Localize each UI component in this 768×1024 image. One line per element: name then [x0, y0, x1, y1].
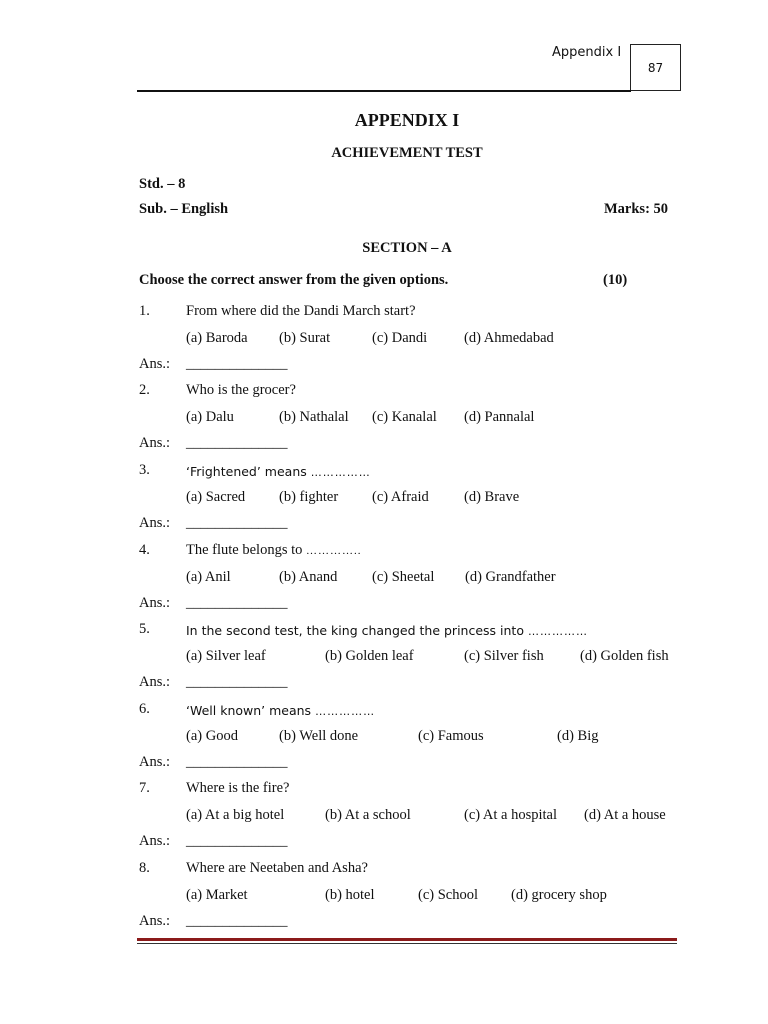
question-number: 8.: [139, 860, 150, 876]
answer-label: Ans.:: [139, 674, 171, 690]
answer-line[interactable]: ______________: [186, 356, 288, 372]
marks-label: Marks: 50: [604, 201, 669, 217]
question-stem: Where are Neetaben and Asha?: [186, 860, 368, 876]
instruction-text: Choose the correct answer from the given options.: [139, 272, 449, 288]
footer-rule: [137, 938, 677, 941]
option-c: (c) School: [418, 887, 478, 903]
question-text: [186, 303, 416, 320]
page-subtitle: ACHIEVEMENT TEST: [331, 145, 483, 161]
instruction-marks: (10): [603, 272, 628, 288]
answer-line[interactable]: ______________: [186, 674, 288, 690]
question-text: [186, 382, 296, 399]
answer-line[interactable]: ______________: [186, 595, 288, 611]
answer-label: Ans.:: [139, 595, 171, 611]
page-title: APPENDIX I: [354, 110, 460, 130]
option-b: (b) Golden leaf: [325, 648, 414, 664]
question-number: 1.: [139, 303, 150, 319]
option-d: (d) At a house: [584, 807, 666, 823]
option-a: (a) Market: [186, 887, 248, 903]
answer-label: Ans.:: [139, 754, 171, 770]
answer-line[interactable]: ______________: [186, 754, 288, 770]
question-number: 5.: [139, 621, 150, 637]
option-a: (a) Baroda: [186, 330, 248, 346]
option-d: (d) Big: [557, 728, 599, 744]
question-stem: ‘Frightened’ means: [186, 464, 307, 479]
answer-line[interactable]: ______________: [186, 833, 288, 849]
fill-blank: ……………: [310, 466, 371, 479]
question-text: [186, 860, 368, 877]
header-rule: [137, 90, 631, 92]
option-b: (b) Well done: [279, 728, 359, 744]
option-c: (c) At a hospital: [464, 807, 558, 823]
option-b: (b) At a school: [325, 807, 411, 823]
option-d: (d) Grandfather: [465, 569, 556, 585]
fill-blank: ……………: [315, 705, 376, 718]
question-stem: ‘Well known’ means: [186, 703, 312, 718]
question-stem: Where is the fire?: [186, 780, 290, 796]
option-b: (b) Anand: [279, 569, 338, 585]
answer-label: Ans.:: [139, 833, 171, 849]
question-stem: Who is the grocer?: [186, 382, 296, 398]
subject-label: Sub. – English: [139, 201, 229, 217]
question-number: 6.: [139, 701, 150, 717]
question-stem: From where did the Dandi March start?: [186, 303, 416, 319]
question-number: 3.: [139, 462, 150, 478]
answer-line[interactable]: ______________: [186, 515, 288, 531]
option-a: (a) Sacred: [186, 489, 246, 505]
question-text: [186, 464, 371, 479]
answer-line[interactable]: ______________: [186, 435, 288, 451]
fill-blank: …………..: [306, 545, 362, 557]
answer-line[interactable]: ______________: [186, 913, 288, 929]
question-number: 2.: [139, 382, 150, 398]
option-a: (a) Silver leaf: [186, 648, 266, 664]
option-a: (a) At a big hotel: [186, 807, 285, 823]
question-text: [186, 623, 588, 638]
option-c: (c) Kanalal: [372, 409, 437, 425]
answer-label: Ans.:: [139, 435, 171, 451]
option-d: (d) grocery shop: [511, 887, 607, 903]
question-number: 7.: [139, 780, 150, 796]
answer-label: Ans.:: [139, 515, 171, 531]
page-number: 87: [630, 44, 681, 91]
option-d: (d) Brave: [464, 489, 520, 505]
question-stem: In the second test, the king changed the princess into: [186, 623, 524, 638]
option-a: (a) Dalu: [186, 409, 234, 425]
option-c: (c) Dandi: [372, 330, 428, 346]
option-c: (c) Sheetal: [372, 569, 435, 585]
option-c: (c) Silver fish: [464, 648, 544, 664]
answer-label: Ans.:: [139, 356, 171, 372]
option-c: (c) Famous: [418, 728, 484, 744]
option-b: (b) hotel: [325, 887, 375, 903]
question-number: 4.: [139, 542, 150, 558]
question-text: [186, 542, 362, 559]
section-heading: SECTION – A: [362, 240, 452, 256]
option-a: (a) Anil: [186, 569, 231, 585]
option-a: (a) Good: [186, 728, 238, 744]
answer-label: Ans.:: [139, 913, 171, 929]
std-label: Std. – 8: [139, 176, 186, 192]
question-text: [186, 703, 375, 718]
question-text: [186, 780, 289, 797]
running-header: Appendix I: [552, 45, 622, 60]
option-b: (b) fighter: [279, 489, 339, 505]
option-d: (d) Ahmedabad: [464, 330, 554, 346]
question-stem: The flute belongs to: [186, 542, 303, 558]
footer-rule-thin: [137, 943, 677, 944]
option-d: (d) Pannalal: [464, 409, 535, 425]
option-b: (b) Nathalal: [279, 409, 349, 425]
option-b: (b) Surat: [279, 330, 331, 346]
fill-blank: ……………: [527, 625, 588, 638]
option-d: (d) Golden fish: [580, 648, 669, 664]
option-c: (c) Afraid: [372, 489, 429, 505]
